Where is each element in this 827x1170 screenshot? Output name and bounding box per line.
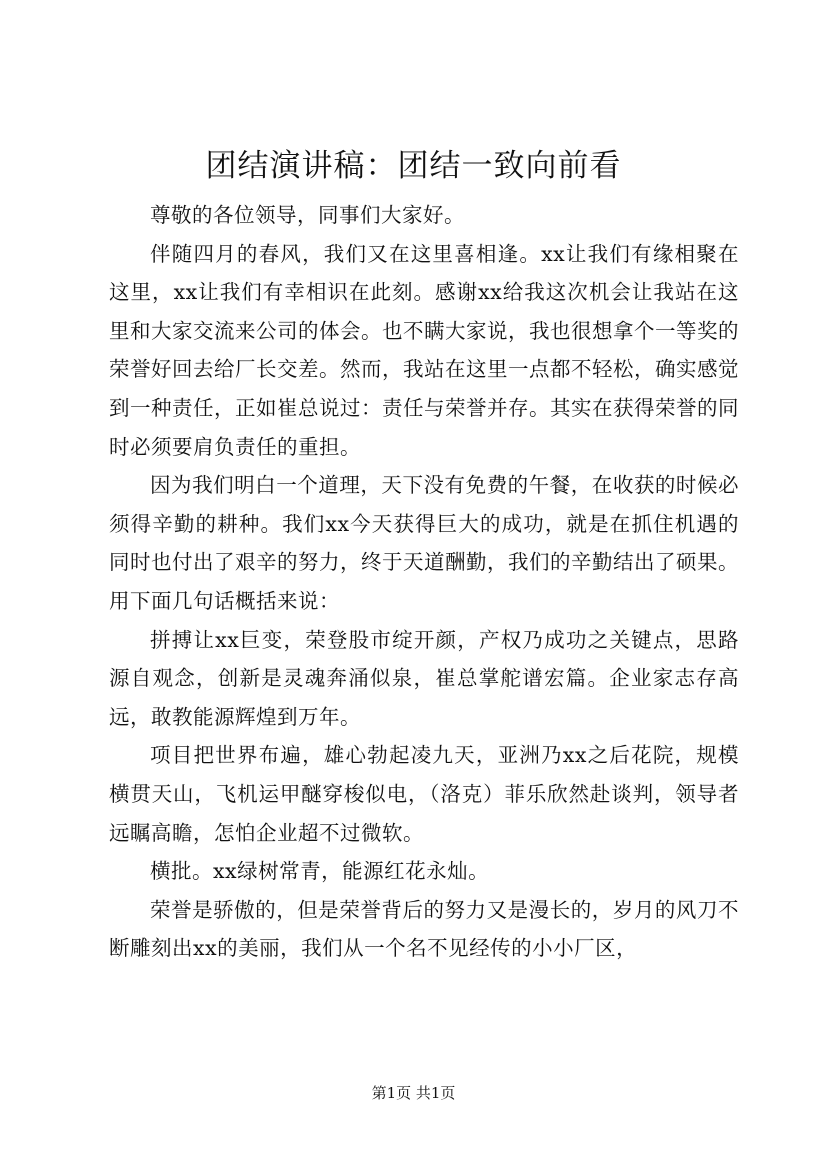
document-title: 团结演讲稿：团结一致向前看 [205, 148, 622, 184]
page-footer: 第1页 共1页 [371, 1084, 456, 1102]
paragraph-5: 横批。xx绿树常青，能源红花永灿。 [150, 859, 490, 884]
paragraph-4: 项目把世界布遍，雄心勃起凌九天，亚洲乃xx之后花院，规模横贯天山，飞机运甲醚穿梭似电，（洛克）菲乐欣然赴谈判，领导者远瞩高瞻，怎怕企业超不过微软。 [109, 743, 739, 845]
paragraph-2: 因为我们明白一个道理，天下没有免费的午餐，在收获的时候必须得辛勤的耕种。我们xx今天获得巨大的成功，就是在抓住机遇的同时也付出了艰辛的努力，终于天道酬勤，我们的辛勤结出了硕果。用下面几句话概括来说： [109, 473, 739, 613]
paragraph-1: 伴随四月的春风，我们又在这里喜相逢。xx让我们有缘相聚在这里，xx让我们有幸相识在此刻。感谢xx给我这次机会让我站在这里和大家交流来公司的体会。也不瞒大家说，我也很想拿个一等奖的荣誉好回去给厂长交差。然而，我站在这里一点都不轻松，确实感觉到一种责任，正如崔总说过：责任与荣誉并存。其实在获得荣誉的同时必须要肩负责任的重担。 [109, 241, 739, 459]
paragraph-3: 拼搏让xx巨变，荣登股市绽开颜，产权乃成功之关键点，思路源自观念，创新是灵魂奔涌似泉，崔总掌舵谱宏篇。企业家志存高远，敢教能源辉煌到万年。 [109, 627, 739, 729]
paragraph-greeting: 尊敬的各位领导，同事们大家好。 [150, 203, 465, 227]
document-body [109, 196, 739, 968]
paragraph-6: 荣誉是骄傲的，但是荣誉背后的努力又是漫长的，岁月的风刀不断雕刻出xx的美丽，我们从一个名不见经传的小小厂区， [109, 897, 739, 961]
